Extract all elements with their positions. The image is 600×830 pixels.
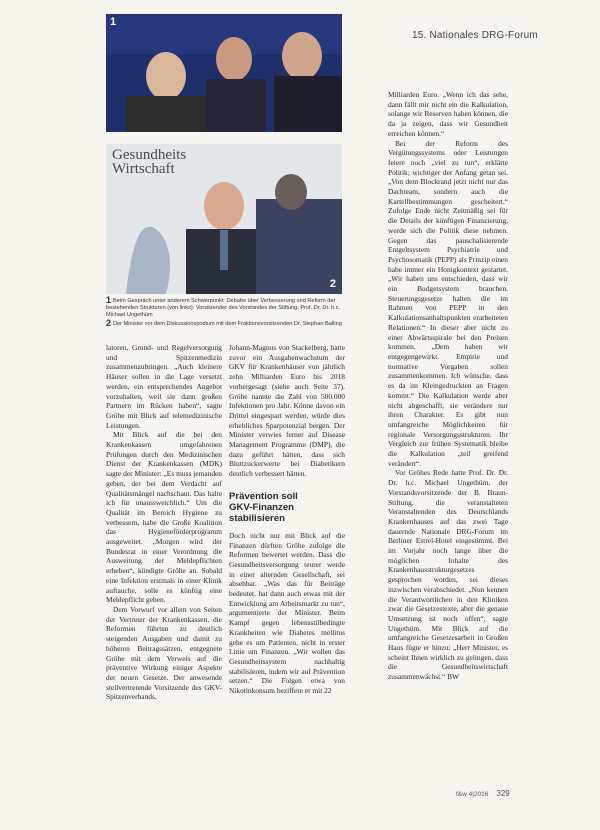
paragraph: Johann-Magnus von Stackelberg, hatte zuvor ein Ausgabenwachstum der GKV für Krankenhäuser von jährlich zehn Milliarden Euro bis 2018 vorhergesagt (siehe auch Seite 37). Gröhe nannte die Zahl von 500.000 Infektionen pro Jahr. Könne davon ein Drittel eingespart werden, würde dies erhebliches Sparpotenzial bergen. Der Minister verwies ferner auf Disease Management Programme (DMP), die dazu geführt hätten, dass sich Bluttzuckerwerte bei Diabetikern deutlich verbessert hätten. xyxy=(229,343,345,479)
caption-1-text: Beim Gespräch unter anderem Schwerpunkt: Debatte über Verbesserung und Reform der bestehenden Strukturen (von links): Vorsitzender des Vorstandes der Stiftung, Prof. Dr. Dr. h.c. Michael Ungethüm xyxy=(106,298,341,318)
article-column-3 xyxy=(388,90,508,682)
panel-photo-1-illustration xyxy=(106,14,342,132)
page-footer xyxy=(456,789,510,798)
section-subhead: Prävention soll GKV-Finanzen stabilisieren xyxy=(229,490,298,524)
paragraph: Bei der Reform des Vergütungssystems oder Leistungen feiere noch „viel zu tun“, erklärte Politik; wichtiger der Anfang getan sei. „Von dem Blockrand jetzt nicht nur das Dachteam, sondern auch die Kartellbestimmungen gescheitert.“ Zufolge Ende nicht Zeitmäßig sei für die Details der künftigen Finanzierung, werde sich die Politik diese nehmen. Gegen das pauschalisierende Entgeltsystem Psychiatrie und Psychosomatik (PEPP) als Prinzip einen habe immer ein Honigkontext gestartet. „Wir haben uns entschieden, dass wir ein Budgetsystem brauchen. Steuerungsgesetze halten die im Rahmen von PEPP in den Kalkulationsanhaltspunkten erarbeiteten Relationen.“ In dieser aber nicht zu einer Abwärtsspirale bei den Preisen kommen. „Dem haben wir entgegengewirkt. Empirie und normative Vorgaben sollen zusammenkommen. Ich wünsche, dass es da im Kleingedruckten an Fragen kommt.“ Die Kalkulation werde aber nicht abgeschafft, sie verändere nur ihren Charakter. Es gibt nun umfangreiche Möglichkeiten für regionale Versorgungsstrukturen. Ihr Vergleich zur frühen Systematik bleibe die Kalkulation „teil greifend verändert“. xyxy=(388,138,508,468)
caption-2 xyxy=(106,320,342,328)
paragraph: latoren, Grund- und Regelversorgung und Spitzenmedizin zusammenzubringen. „Auch kleinere Häuser sollen in die Lage versetzt werden, ein entsprechendes Angebot vorzuhalten, weil sie dann großen Partnern im Rücken haben“, sagte Gröhe mit Blick auf telemedizinische Leistungen. xyxy=(106,343,222,430)
photo-2-number: 2 xyxy=(329,278,336,290)
page-number: 329 xyxy=(496,789,510,798)
paragraph: Doch nicht nur mit Blick auf die Finanzen dürften Gröhe zufolge die Reformen bewertet werden. Dass die Gesundheitsversorgung teurer werde in einer alternden Gesellschaft, sei absehbar. „Was das für Beiträge bedeutet, hat dann auch etwas mit der Entwicklung am Arbeitsmarkt zu tun“, argumentierte der Minister. Beim Kampf gegen lebensstilbedingte Krankheiten wie Diabetes mellitus gehe es um Patienten, nicht in erster Linie um Finanzen. „Wir wollen das Gesundheitssystem nachhaltig stabilisieren, indem wir auf Prävention setzen.“ Die Folgen etwa von Nikotinkonsum beziffere er mit 22 xyxy=(229,530,345,696)
caption-2-text: Der Minister vor dem Diskussionspodium mit dem Fraktionsvorsitzenden Dr. Stephan Balling xyxy=(113,321,342,327)
paragraph: Dem Vorwurf vor allem von Seiten der Vertreter der Krankenkassen, die Reformen führten zu deutlich steigenden Ausgaben und damit zu höheren Beitragssätzen, entgegnete Gröhe mit dem Verweis auf die präventive Wirkung einiger Aspekte der neuen Gesetze. Der anwesende stellvertretende Vorsitzende des GKV-Spitzenverbands, xyxy=(106,604,222,702)
paragraph: Mit Blick auf die bei den Krankenkassen umgefahrenen Prüfungen durch den Medizinischen Dienst der Krankenkassen (MDK) sagte der Minister: „Es muss jemanden geben, der bei dem Verdacht auf Qualitätsmängel nachschaut. Das halte ich für unaussweichlich.“ Um die Qualität im Bereich Hygiene zu verbessern, habe die Große Koalition das Hygieneförderprogramm ausgeweitet. „Morgen wird der Bundesrat in einer Verordnung die Ausweitung der Meldepflichten erheben“, kündigte Gröhe an. Sobald eine Infektion erstmals in einer Klinik auftauche, solle es künftig eine Meldepflicht geben. xyxy=(106,430,222,605)
caption-1-number: 1 xyxy=(106,295,112,305)
panel-photo-2 xyxy=(106,144,342,294)
caption-1 xyxy=(106,297,342,319)
photo-1-number: 1 xyxy=(110,16,117,28)
section-header: 15. Nationales DRG-Forum xyxy=(412,30,538,41)
article-column-1 xyxy=(106,343,222,702)
gesundheitswirtschaft-logo: Gesundheits Wirtschaft xyxy=(112,147,187,177)
caption-2-number: 2 xyxy=(106,318,112,328)
article-column-2 xyxy=(229,343,345,696)
paragraph: Milliarden Euro. „Wenn ich das sehe, dann fällt mir nicht ein die Kalkulation, solange wir Reserven haben können, die da ja zeigen, dass wir Gesundheit erreichen können.“ xyxy=(388,90,508,138)
paragraph: Vor Gröhes Rede hatte Prof. Dr. Dr. Dr. h.c. Michael Ungethüm, der Vorstandsvorsitzende der B. Braun-Stiftung, die veranstalteten Veranstaltenden des Deutschlands Krankenhauses auf das zwei Tage dauernde Nationale DRG-Forum im Berliner Estrel-Hotel eingestimmt. Bei im Vorjahr noch lange über die möglichen Inhalte des Krankenhausstrukturgesetzes gesprochen worden, sei dieses inzwischen verabschiedet. „Nun kennen die Verantwortlichen in den Kliniken zwar die Gesetzestexte, aber die genaue Umsetzung ist noch offen“, sagte Ungethüm. Mit Blick auf die umfangreiche Gesetzesarbeit in Großen Haus fügte er hinzu: „Herr Minister, es scheint Ihnen wirklich zu gelingen, dass die Gesundheitswirtschaft zusammenwächst.“ BW xyxy=(388,468,508,682)
panel-photo-1 xyxy=(106,14,342,132)
magazine-issue: f&w 4|2016 xyxy=(456,791,489,798)
